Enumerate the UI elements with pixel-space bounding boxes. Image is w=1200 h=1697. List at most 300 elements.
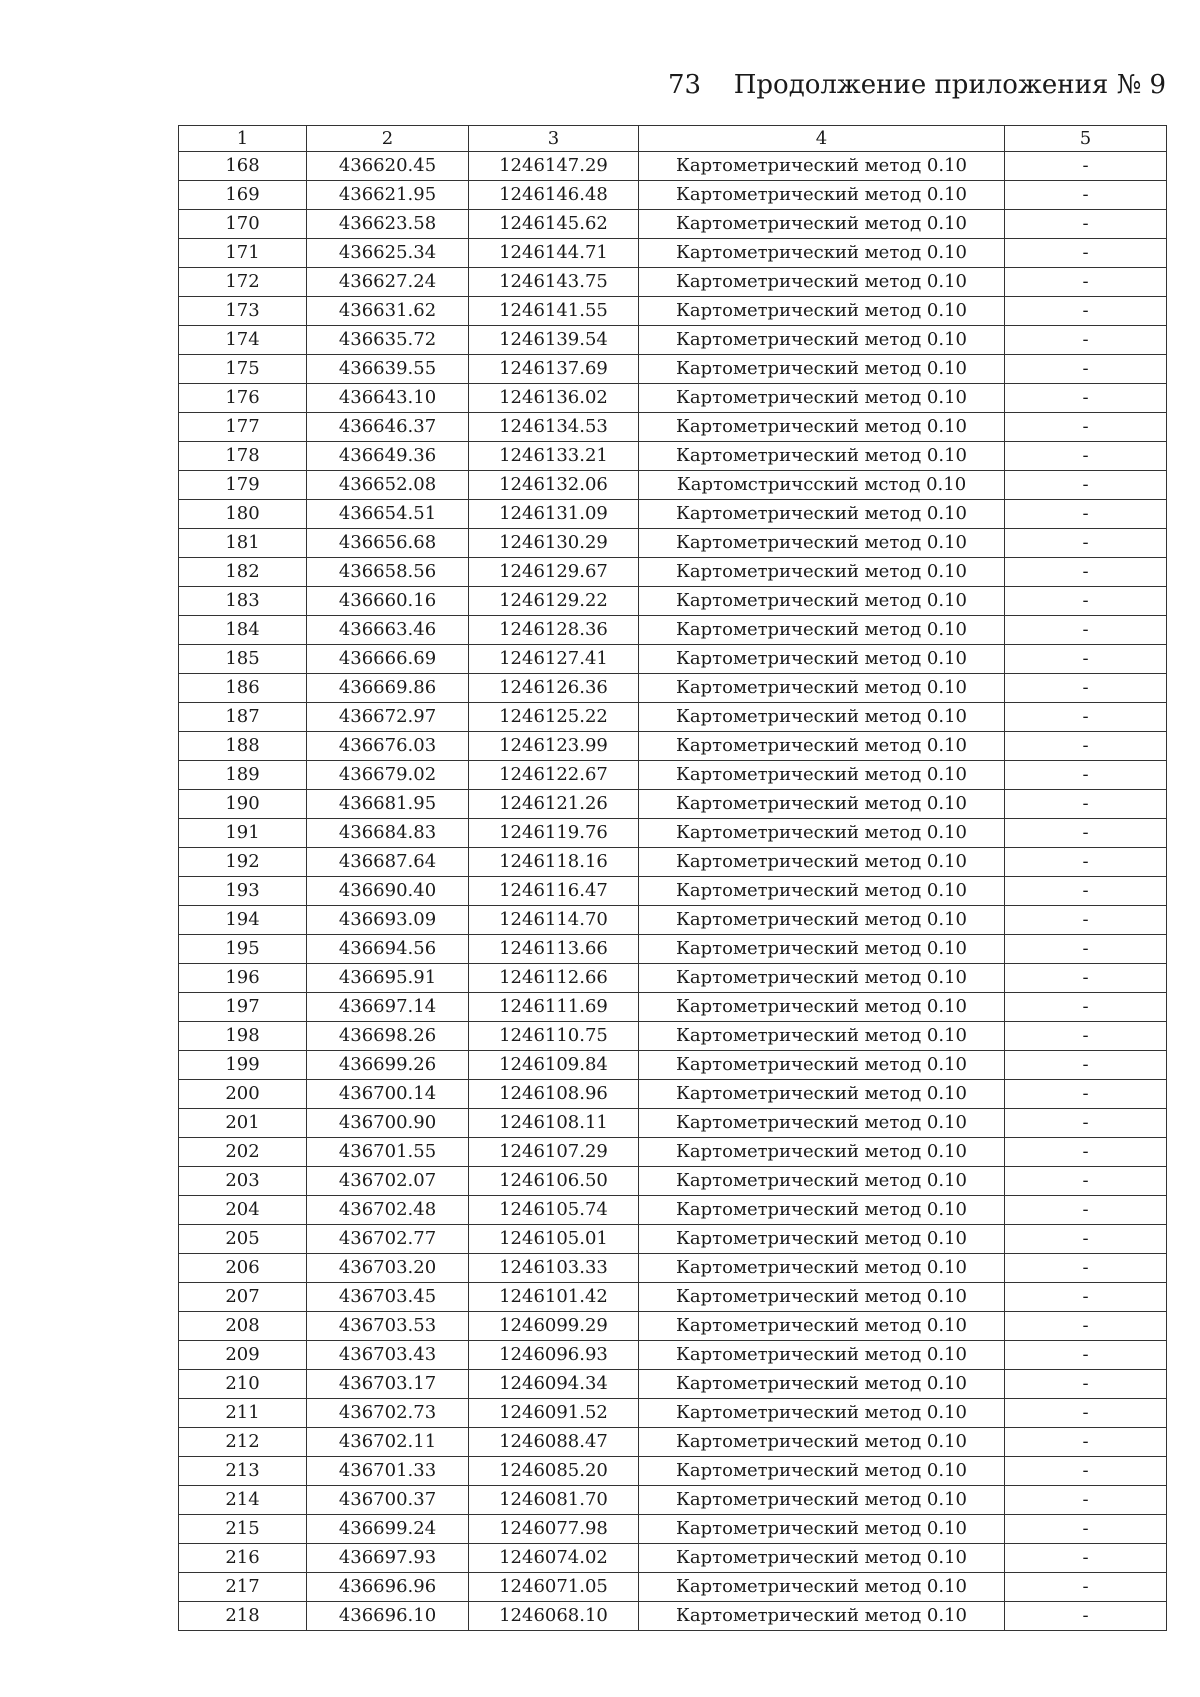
note-cell: -: [1005, 1312, 1167, 1341]
method-cell: Картометрический метод 0.10: [639, 1486, 1005, 1515]
y-coordinate-cell: 1246094.34: [469, 1370, 639, 1399]
point-number-cell: 197: [179, 993, 307, 1022]
table-row: [179, 1109, 1167, 1138]
y-coordinate-cell: 1246123.99: [469, 732, 639, 761]
point-number-cell: 168: [179, 152, 307, 181]
table-row: [179, 1428, 1167, 1457]
table-row: [179, 1544, 1167, 1573]
method-cell: Картометрический метод 0.10: [639, 587, 1005, 616]
y-coordinate-cell: 1246129.22: [469, 587, 639, 616]
x-coordinate-cell: 436652.08: [307, 471, 469, 500]
table-row: [179, 645, 1167, 674]
point-number-cell: 207: [179, 1283, 307, 1312]
method-cell: Картометрический метод 0.10: [639, 442, 1005, 471]
note-cell: -: [1005, 703, 1167, 732]
note-cell: -: [1005, 500, 1167, 529]
table-row: [179, 790, 1167, 819]
point-number-cell: 206: [179, 1254, 307, 1283]
y-coordinate-cell: 1246096.93: [469, 1341, 639, 1370]
table-row: [179, 819, 1167, 848]
table-row: [179, 1602, 1167, 1631]
y-coordinate-cell: 1246110.75: [469, 1022, 639, 1051]
method-cell: Картометрический метод 0.10: [639, 181, 1005, 210]
x-coordinate-cell: 436654.51: [307, 500, 469, 529]
x-coordinate-cell: 436663.46: [307, 616, 469, 645]
table-row: [179, 1080, 1167, 1109]
point-number-cell: 203: [179, 1167, 307, 1196]
note-cell: -: [1005, 761, 1167, 790]
point-number-cell: 211: [179, 1399, 307, 1428]
x-coordinate-cell: 436627.24: [307, 268, 469, 297]
note-cell: -: [1005, 239, 1167, 268]
method-cell: Картометрический метод 0.10: [639, 355, 1005, 384]
x-coordinate-cell: 436672.97: [307, 703, 469, 732]
table-row: [179, 1515, 1167, 1544]
y-coordinate-cell: 1246114.70: [469, 906, 639, 935]
method-cell: Картометрический метод 0.10: [639, 993, 1005, 1022]
table-row: [179, 1254, 1167, 1283]
note-cell: -: [1005, 1196, 1167, 1225]
x-coordinate-cell: 436698.26: [307, 1022, 469, 1051]
method-cell: Картометрический метод 0.10: [639, 1167, 1005, 1196]
x-coordinate-cell: 436643.10: [307, 384, 469, 413]
table-row: [179, 1370, 1167, 1399]
y-coordinate-cell: 1246107.29: [469, 1138, 639, 1167]
point-number-cell: 201: [179, 1109, 307, 1138]
point-number-cell: 204: [179, 1196, 307, 1225]
table-row: [179, 1225, 1167, 1254]
table-row: [179, 471, 1167, 500]
x-coordinate-cell: 436703.53: [307, 1312, 469, 1341]
point-number-cell: 193: [179, 877, 307, 906]
note-cell: -: [1005, 1138, 1167, 1167]
table-row: [179, 1283, 1167, 1312]
method-cell: Картометрический метод 0.10: [639, 906, 1005, 935]
x-coordinate-cell: 436703.45: [307, 1283, 469, 1312]
x-coordinate-cell: 436687.64: [307, 848, 469, 877]
table-row: [179, 1167, 1167, 1196]
note-cell: -: [1005, 181, 1167, 210]
x-coordinate-cell: 436635.72: [307, 326, 469, 355]
note-cell: -: [1005, 1515, 1167, 1544]
method-cell: Картометрический метод 0.10: [639, 1051, 1005, 1080]
y-coordinate-cell: 1246071.05: [469, 1573, 639, 1602]
method-cell: Картометрический метод 0.10: [639, 1544, 1005, 1573]
y-coordinate-cell: 1246113.66: [469, 935, 639, 964]
point-number-cell: 194: [179, 906, 307, 935]
y-coordinate-cell: 1246108.96: [469, 1080, 639, 1109]
table-row: [179, 1573, 1167, 1602]
note-cell: -: [1005, 790, 1167, 819]
table-row: [179, 355, 1167, 384]
table-row: [179, 761, 1167, 790]
point-number-cell: 181: [179, 529, 307, 558]
y-coordinate-cell: 1246127.41: [469, 645, 639, 674]
table-row: [179, 964, 1167, 993]
table-row: [179, 993, 1167, 1022]
y-coordinate-cell: 1246126.36: [469, 674, 639, 703]
method-cell: Картометрический метод 0.10: [639, 529, 1005, 558]
y-coordinate-cell: 1246129.67: [469, 558, 639, 587]
point-number-cell: 202: [179, 1138, 307, 1167]
table-row: [179, 1457, 1167, 1486]
note-cell: -: [1005, 674, 1167, 703]
y-coordinate-cell: 1246145.62: [469, 210, 639, 239]
x-coordinate-cell: 436620.45: [307, 152, 469, 181]
x-coordinate-cell: 436669.86: [307, 674, 469, 703]
note-cell: -: [1005, 616, 1167, 645]
point-number-cell: 200: [179, 1080, 307, 1109]
y-coordinate-cell: 1246144.71: [469, 239, 639, 268]
x-coordinate-cell: 436676.03: [307, 732, 469, 761]
note-cell: -: [1005, 906, 1167, 935]
x-coordinate-cell: 436699.24: [307, 1515, 469, 1544]
method-cell: Картометрический метод 0.10: [639, 1138, 1005, 1167]
note-cell: -: [1005, 1486, 1167, 1515]
table-row: [179, 703, 1167, 732]
point-number-cell: 199: [179, 1051, 307, 1080]
x-coordinate-cell: 436696.96: [307, 1573, 469, 1602]
point-number-cell: 184: [179, 616, 307, 645]
header-row: [179, 126, 1167, 152]
y-coordinate-cell: 1246125.22: [469, 703, 639, 732]
x-coordinate-cell: 436656.68: [307, 529, 469, 558]
point-number-cell: 190: [179, 790, 307, 819]
table-row: [179, 1196, 1167, 1225]
note-cell: -: [1005, 355, 1167, 384]
table-row: [179, 906, 1167, 935]
method-cell: Картометрический метод 0.10: [639, 1341, 1005, 1370]
x-coordinate-cell: 436699.26: [307, 1051, 469, 1080]
table-row: [179, 1312, 1167, 1341]
table-row: [179, 152, 1167, 181]
y-coordinate-cell: 1246118.16: [469, 848, 639, 877]
method-cell: Картометрический метод 0.10: [639, 674, 1005, 703]
x-coordinate-cell: 436681.95: [307, 790, 469, 819]
point-number-cell: 185: [179, 645, 307, 674]
y-coordinate-cell: 1246137.69: [469, 355, 639, 384]
table-row: [179, 935, 1167, 964]
y-coordinate-cell: 1246068.10: [469, 1602, 639, 1631]
x-coordinate-cell: 436703.43: [307, 1341, 469, 1370]
y-coordinate-cell: 1246077.98: [469, 1515, 639, 1544]
note-cell: -: [1005, 848, 1167, 877]
table-row: [179, 181, 1167, 210]
page-number: 73: [668, 70, 702, 100]
note-cell: -: [1005, 1544, 1167, 1573]
point-number-cell: 213: [179, 1457, 307, 1486]
x-coordinate-cell: 436700.90: [307, 1109, 469, 1138]
note-cell: -: [1005, 1167, 1167, 1196]
y-coordinate-cell: 1246088.47: [469, 1428, 639, 1457]
y-coordinate-cell: 1246143.75: [469, 268, 639, 297]
table-row: [179, 587, 1167, 616]
point-number-cell: 171: [179, 239, 307, 268]
x-coordinate-cell: 436694.56: [307, 935, 469, 964]
table-row: [179, 616, 1167, 645]
x-coordinate-cell: 436631.62: [307, 297, 469, 326]
point-number-cell: 217: [179, 1573, 307, 1602]
x-coordinate-cell: 436693.09: [307, 906, 469, 935]
table-row: [179, 297, 1167, 326]
note-cell: -: [1005, 268, 1167, 297]
y-coordinate-cell: 1246103.33: [469, 1254, 639, 1283]
y-coordinate-cell: 1246074.02: [469, 1544, 639, 1573]
point-number-cell: 169: [179, 181, 307, 210]
method-cell: Картометрический метод 0.10: [639, 790, 1005, 819]
column-header-1: 1: [179, 126, 307, 152]
point-number-cell: 179: [179, 471, 307, 500]
method-cell: Картометрический метод 0.10: [639, 297, 1005, 326]
method-cell: Картометрический метод 0.10: [639, 1573, 1005, 1602]
method-cell: Картометрический метод 0.10: [639, 732, 1005, 761]
point-number-cell: 173: [179, 297, 307, 326]
note-cell: -: [1005, 587, 1167, 616]
table-row: [179, 674, 1167, 703]
y-coordinate-cell: 1246099.29: [469, 1312, 639, 1341]
note-cell: -: [1005, 1399, 1167, 1428]
y-coordinate-cell: 1246139.54: [469, 326, 639, 355]
method-cell: Картометрический метод 0.10: [639, 1022, 1005, 1051]
table-row: [179, 1022, 1167, 1051]
point-number-cell: 215: [179, 1515, 307, 1544]
coordinates-table: [178, 125, 1167, 1631]
point-number-cell: 195: [179, 935, 307, 964]
x-coordinate-cell: 436696.10: [307, 1602, 469, 1631]
method-cell: Картометрический метод 0.10: [639, 268, 1005, 297]
method-cell: Картометрический метод 0.10: [639, 877, 1005, 906]
method-cell: Картометрический метод 0.10: [639, 1254, 1005, 1283]
note-cell: -: [1005, 1109, 1167, 1138]
table-row: [179, 442, 1167, 471]
note-cell: -: [1005, 645, 1167, 674]
y-coordinate-cell: 1246122.67: [469, 761, 639, 790]
y-coordinate-cell: 1246116.47: [469, 877, 639, 906]
method-cell: Картометрический метод 0.10: [639, 500, 1005, 529]
method-cell: Картометрический метод 0.10: [639, 210, 1005, 239]
note-cell: -: [1005, 732, 1167, 761]
x-coordinate-cell: 436649.36: [307, 442, 469, 471]
y-coordinate-cell: 1246136.02: [469, 384, 639, 413]
y-coordinate-cell: 1246106.50: [469, 1167, 639, 1196]
note-cell: -: [1005, 1225, 1167, 1254]
method-cell: Картометрический метод 0.10: [639, 1370, 1005, 1399]
note-cell: -: [1005, 877, 1167, 906]
note-cell: -: [1005, 1080, 1167, 1109]
table-row: [179, 500, 1167, 529]
method-cell: Картометрический метод 0.10: [639, 1283, 1005, 1312]
point-number-cell: 192: [179, 848, 307, 877]
point-number-cell: 214: [179, 1486, 307, 1515]
x-coordinate-cell: 436701.33: [307, 1457, 469, 1486]
y-coordinate-cell: 1246105.74: [469, 1196, 639, 1225]
point-number-cell: 189: [179, 761, 307, 790]
y-coordinate-cell: 1246085.20: [469, 1457, 639, 1486]
method-cell: Картометрический метод 0.10: [639, 384, 1005, 413]
y-coordinate-cell: 1246081.70: [469, 1486, 639, 1515]
method-cell: Картометрический метод 0.10: [639, 1109, 1005, 1138]
method-cell: Картометрический метод 0.10: [639, 239, 1005, 268]
table-row: [179, 1399, 1167, 1428]
table-row: [179, 413, 1167, 442]
page-caption: Продолжение приложения № 9: [733, 70, 1166, 100]
table-row: [179, 384, 1167, 413]
method-cell: Картометрический метод 0.10: [639, 964, 1005, 993]
x-coordinate-cell: 436621.95: [307, 181, 469, 210]
x-coordinate-cell: 436702.77: [307, 1225, 469, 1254]
method-cell: Картометрический метод 0.10: [639, 645, 1005, 674]
method-cell: Картометрический метод 0.10: [639, 935, 1005, 964]
method-cell: Картометрический метод 0.10: [639, 1457, 1005, 1486]
table-row: [179, 268, 1167, 297]
table-row: [179, 326, 1167, 355]
note-cell: -: [1005, 1370, 1167, 1399]
method-cell: Картометрический метод 0.10: [639, 558, 1005, 587]
method-cell: Картометрический метод 0.10: [639, 1399, 1005, 1428]
y-coordinate-cell: 1246111.69: [469, 993, 639, 1022]
table-header: [179, 126, 1167, 152]
table-row: [179, 877, 1167, 906]
note-cell: -: [1005, 935, 1167, 964]
point-number-cell: 218: [179, 1602, 307, 1631]
point-number-cell: 188: [179, 732, 307, 761]
y-coordinate-cell: 1246101.42: [469, 1283, 639, 1312]
x-coordinate-cell: 436702.11: [307, 1428, 469, 1457]
point-number-cell: 196: [179, 964, 307, 993]
note-cell: -: [1005, 442, 1167, 471]
method-cell: Картометрический метод 0.10: [639, 326, 1005, 355]
y-coordinate-cell: 1246112.66: [469, 964, 639, 993]
point-number-cell: 187: [179, 703, 307, 732]
point-number-cell: 178: [179, 442, 307, 471]
x-coordinate-cell: 436700.14: [307, 1080, 469, 1109]
note-cell: -: [1005, 993, 1167, 1022]
y-coordinate-cell: 1246109.84: [469, 1051, 639, 1080]
table-row: [179, 529, 1167, 558]
column-header-2: 2: [307, 126, 469, 152]
note-cell: -: [1005, 558, 1167, 587]
point-number-cell: 182: [179, 558, 307, 587]
point-number-cell: 208: [179, 1312, 307, 1341]
method-cell: Картометрический метод 0.10: [639, 819, 1005, 848]
x-coordinate-cell: 436623.58: [307, 210, 469, 239]
y-coordinate-cell: 1246147.29: [469, 152, 639, 181]
method-cell: Картометрический метод 0.10: [639, 761, 1005, 790]
x-coordinate-cell: 436702.73: [307, 1399, 469, 1428]
y-coordinate-cell: 1246128.36: [469, 616, 639, 645]
method-cell: Картометрический метод 0.10: [639, 1312, 1005, 1341]
method-cell: Картометрический метод 0.10: [639, 1515, 1005, 1544]
point-number-cell: 209: [179, 1341, 307, 1370]
note-cell: -: [1005, 471, 1167, 500]
y-coordinate-cell: 1246141.55: [469, 297, 639, 326]
note-cell: -: [1005, 1051, 1167, 1080]
point-number-cell: 191: [179, 819, 307, 848]
x-coordinate-cell: 436700.37: [307, 1486, 469, 1515]
method-cell: Картометрический метод 0.10: [639, 703, 1005, 732]
note-cell: -: [1005, 1254, 1167, 1283]
y-coordinate-cell: 1246134.53: [469, 413, 639, 442]
table-row: [179, 1341, 1167, 1370]
method-cell: Картометрический метод 0.10: [639, 1225, 1005, 1254]
x-coordinate-cell: 436658.56: [307, 558, 469, 587]
table-row: [179, 1486, 1167, 1515]
note-cell: -: [1005, 210, 1167, 239]
x-coordinate-cell: 436697.14: [307, 993, 469, 1022]
note-cell: -: [1005, 1341, 1167, 1370]
y-coordinate-cell: 1246119.76: [469, 819, 639, 848]
point-number-cell: 176: [179, 384, 307, 413]
y-coordinate-cell: 1246146.48: [469, 181, 639, 210]
table-row: [179, 239, 1167, 268]
method-cell: Картометрический метод 0.10: [639, 848, 1005, 877]
note-cell: -: [1005, 1573, 1167, 1602]
point-number-cell: 205: [179, 1225, 307, 1254]
x-coordinate-cell: 436690.40: [307, 877, 469, 906]
method-cell: Картометрический метод 0.10: [639, 1428, 1005, 1457]
note-cell: -: [1005, 1457, 1167, 1486]
point-number-cell: 170: [179, 210, 307, 239]
table-row: [179, 848, 1167, 877]
column-header-3: 3: [469, 126, 639, 152]
method-cell: Картометрический метод 0.10: [639, 1080, 1005, 1109]
method-cell: Картометрический метод 0.10: [639, 1602, 1005, 1631]
y-coordinate-cell: 1246091.52: [469, 1399, 639, 1428]
y-coordinate-cell: 1246130.29: [469, 529, 639, 558]
point-number-cell: 172: [179, 268, 307, 297]
point-number-cell: 216: [179, 1544, 307, 1573]
x-coordinate-cell: 436684.83: [307, 819, 469, 848]
note-cell: -: [1005, 1283, 1167, 1312]
x-coordinate-cell: 436697.93: [307, 1544, 469, 1573]
method-cell: Картометрический метод 0.10: [639, 1196, 1005, 1225]
x-coordinate-cell: 436660.16: [307, 587, 469, 616]
x-coordinate-cell: 436646.37: [307, 413, 469, 442]
note-cell: -: [1005, 529, 1167, 558]
point-number-cell: 174: [179, 326, 307, 355]
x-coordinate-cell: 436703.20: [307, 1254, 469, 1283]
method-cell: Картометрический метод 0.10: [639, 152, 1005, 181]
note-cell: -: [1005, 1428, 1167, 1457]
method-cell: Картометрический метод 0.10: [639, 616, 1005, 645]
point-number-cell: 180: [179, 500, 307, 529]
y-coordinate-cell: 1246121.26: [469, 790, 639, 819]
note-cell: -: [1005, 152, 1167, 181]
x-coordinate-cell: 436702.48: [307, 1196, 469, 1225]
table-row: [179, 210, 1167, 239]
x-coordinate-cell: 436666.69: [307, 645, 469, 674]
method-cell: Картомстричсский мстод 0.10: [639, 471, 1005, 500]
y-coordinate-cell: 1246132.06: [469, 471, 639, 500]
point-number-cell: 175: [179, 355, 307, 384]
table-row: [179, 1051, 1167, 1080]
x-coordinate-cell: 436679.02: [307, 761, 469, 790]
column-header-5: 5: [1005, 126, 1167, 152]
point-number-cell: 186: [179, 674, 307, 703]
y-coordinate-cell: 1246105.01: [469, 1225, 639, 1254]
point-number-cell: 177: [179, 413, 307, 442]
point-number-cell: 210: [179, 1370, 307, 1399]
table-body: [179, 152, 1167, 1631]
note-cell: -: [1005, 1022, 1167, 1051]
note-cell: -: [1005, 1602, 1167, 1631]
note-cell: -: [1005, 326, 1167, 355]
point-number-cell: 198: [179, 1022, 307, 1051]
note-cell: -: [1005, 964, 1167, 993]
y-coordinate-cell: 1246131.09: [469, 500, 639, 529]
y-coordinate-cell: 1246133.21: [469, 442, 639, 471]
x-coordinate-cell: 436625.34: [307, 239, 469, 268]
